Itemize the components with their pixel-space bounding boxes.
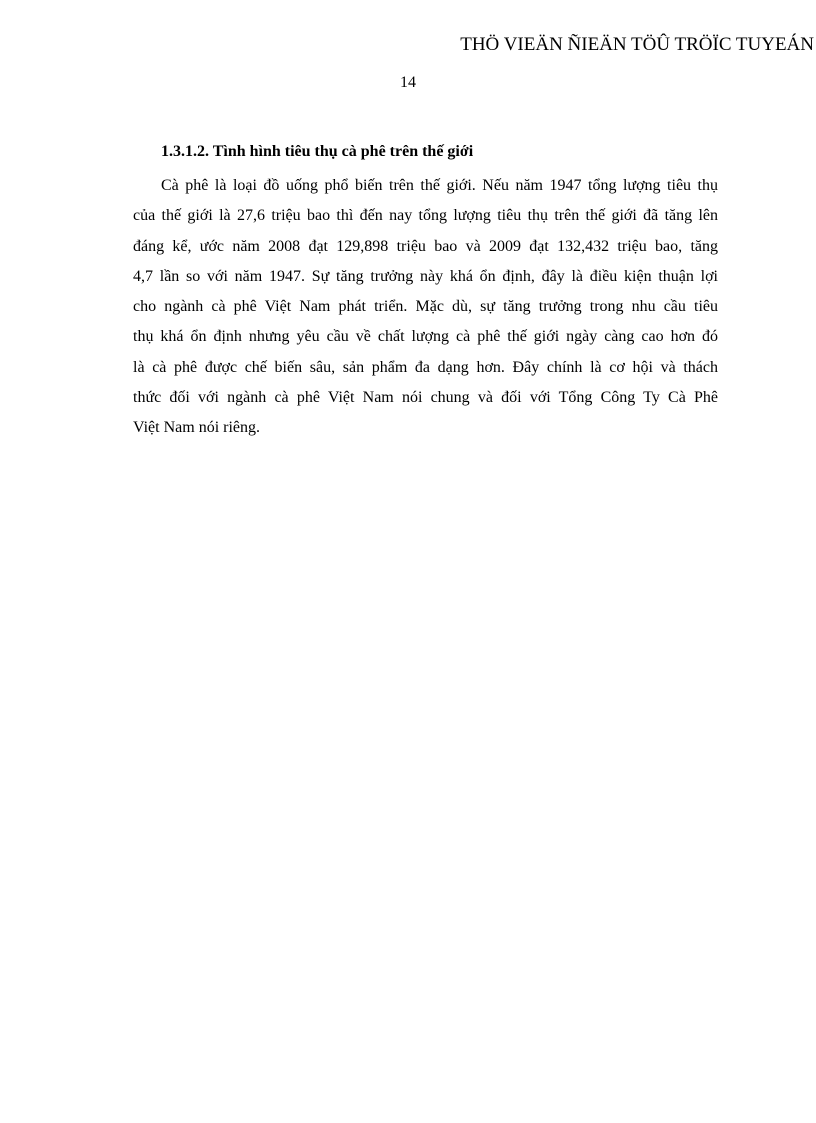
paragraph-line: cho ngành cà phê Việt Nam phát triển. Mặc dù, sự tăng trưởng trong nhu cầu tiêu xyxy=(133,298,718,316)
paragraph-line: thức đối với ngành cà phê Việt Nam nói chung và đối với Tổng Công Ty Cà Phê xyxy=(133,389,718,407)
paragraph-line: là cà phê được chế biến sâu, sản phẩm đa dạng hơn. Đây chính là cơ hội và thách xyxy=(133,358,718,376)
paragraph-line: thụ khá ổn định nhưng yêu cầu về chất lượng cà phê thế giới ngày càng cao hơn đó xyxy=(133,328,718,346)
page-number: 14 xyxy=(400,74,416,91)
paragraph-line: Việt Nam nói riêng. xyxy=(133,419,261,437)
header-watermark: THÖ VIEÄN ÑIEÄN TÖÛ TRÖÏC TUYEÁN xyxy=(460,34,814,55)
paragraph-line: của thế giới là 27,6 triệu bao thì đến nay tổng lượng tiêu thụ trên thế giới đã tăng lên xyxy=(133,207,718,225)
paragraph-line: 4,7 lần so với năm 1947. Sự tăng trưởng này khá ổn định, đây là điều kiện thuận lợi xyxy=(133,267,718,285)
paragraph-line: Cà phê là loại đồ uống phổ biến trên thế giới. Nếu năm 1947 tổng lượng tiêu thụ xyxy=(161,177,718,194)
paragraph-line: đáng kể, ước năm 2008 đạt 129,898 triệu bao và 2009 đạt 132,432 triệu bao, tăng xyxy=(133,237,718,255)
body-paragraph xyxy=(133,171,718,444)
section-heading: 1.3.1.2. Tình hình tiêu thụ cà phê trên thế giới xyxy=(161,143,474,160)
